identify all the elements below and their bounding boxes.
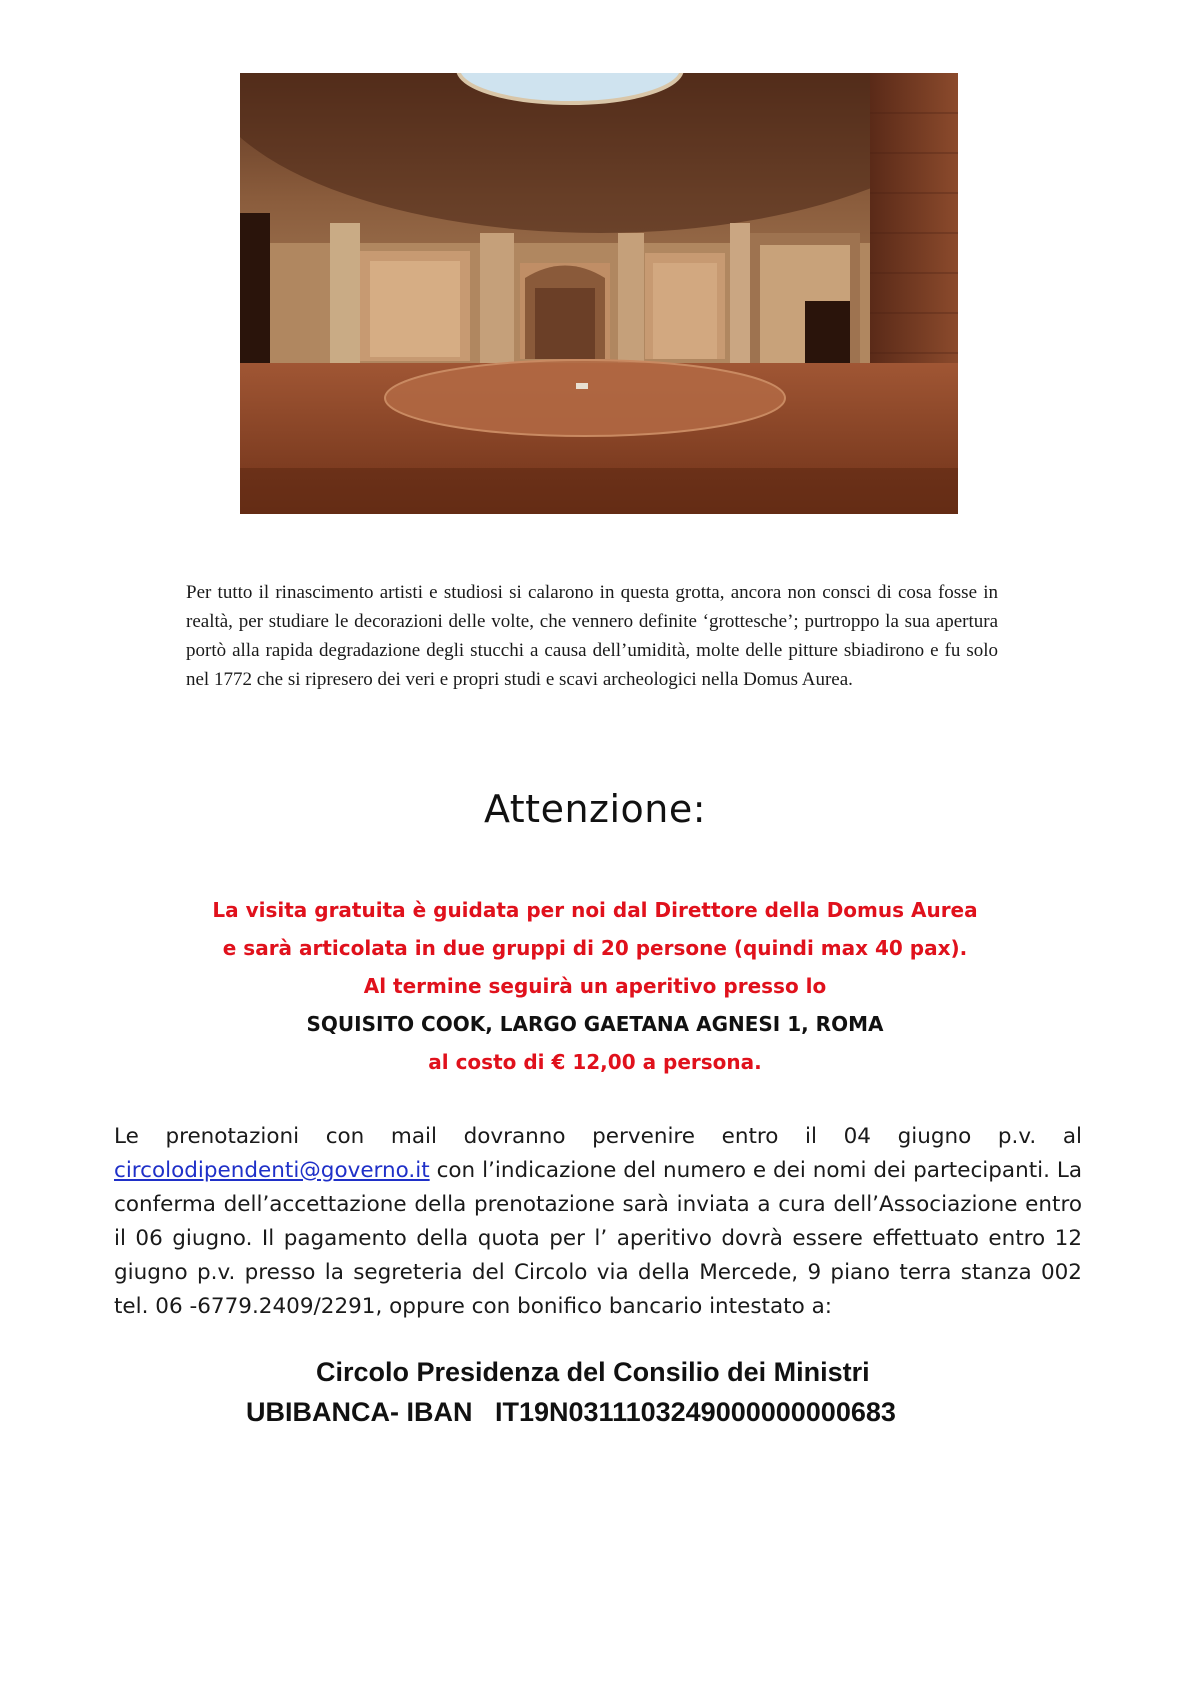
notice-line-cost: al costo di € 12,00 a persona.: [428, 1050, 762, 1074]
booking-details: con l’indicazione del numero e dei nomi dei partecipanti. La conferma dell’accettazione della prenotazione sarà inviata a cura dell’Associazione entro il 06 giugno. Il pagamento della quota per l’ aperitivo dovrà essere effettuato entro 12 giugno p.v. presso la segreteria del Circolo via della Mercede, 9 piano terra stanza 002 tel. 06 -6779.2409/2291, oppure con bonifico bancario intestato a:: [114, 1158, 1082, 1319]
notice-line-venue: SQUISITO COOK, LARGO GAETANA AGNESI 1, ROMA: [306, 1012, 884, 1036]
visit-notice: [0, 891, 1190, 1081]
intro-paragraph: Per tutto il rinascimento artisti e studiosi si calarono in questa grotta, ancora non consci di cosa fosse in realtà, per studiare le decorazioni delle volte, che vennero definite ‘grottesche’; purtroppo la sua apertura portò alla rapida degradazione degli stucchi a causa dell’umidità, molte delle pitture sbiadirono e fu solo nel 1772 che si ripresero dei veri e propri studi e scavi archeologici nella Domus Aurea.: [186, 582, 998, 690]
domus-aurea-photo: [240, 73, 958, 514]
email-link[interactable]: circolodipendenti@governo.it: [114, 1158, 430, 1183]
octagonal-room-illustration: [240, 73, 958, 514]
bank-account-holder: Circolo Presidenza del Consilio dei Ministri: [316, 1357, 870, 1387]
bank-iban: UBIBANCA- IBAN IT19N0311103249000000000683: [246, 1397, 896, 1427]
attention-heading: Attenzione:: [483, 787, 707, 831]
booking-intro: Le prenotazioni con mail dovranno pervenire entro il 04 giugno p.v. al: [114, 1124, 1082, 1149]
bank-details: [0, 1352, 1190, 1432]
notice-line-aperitivo: Al termine seguirà un aperitivo presso lo: [363, 974, 827, 998]
booking-paragraph: [114, 1120, 1082, 1324]
notice-line-groups: e sarà articolata in due gruppi di 20 persone (quindi max 40 pax).: [222, 936, 968, 960]
notice-line-guide: La visita gratuita è guidata per noi dal Direttore della Domus Aurea: [212, 898, 978, 922]
